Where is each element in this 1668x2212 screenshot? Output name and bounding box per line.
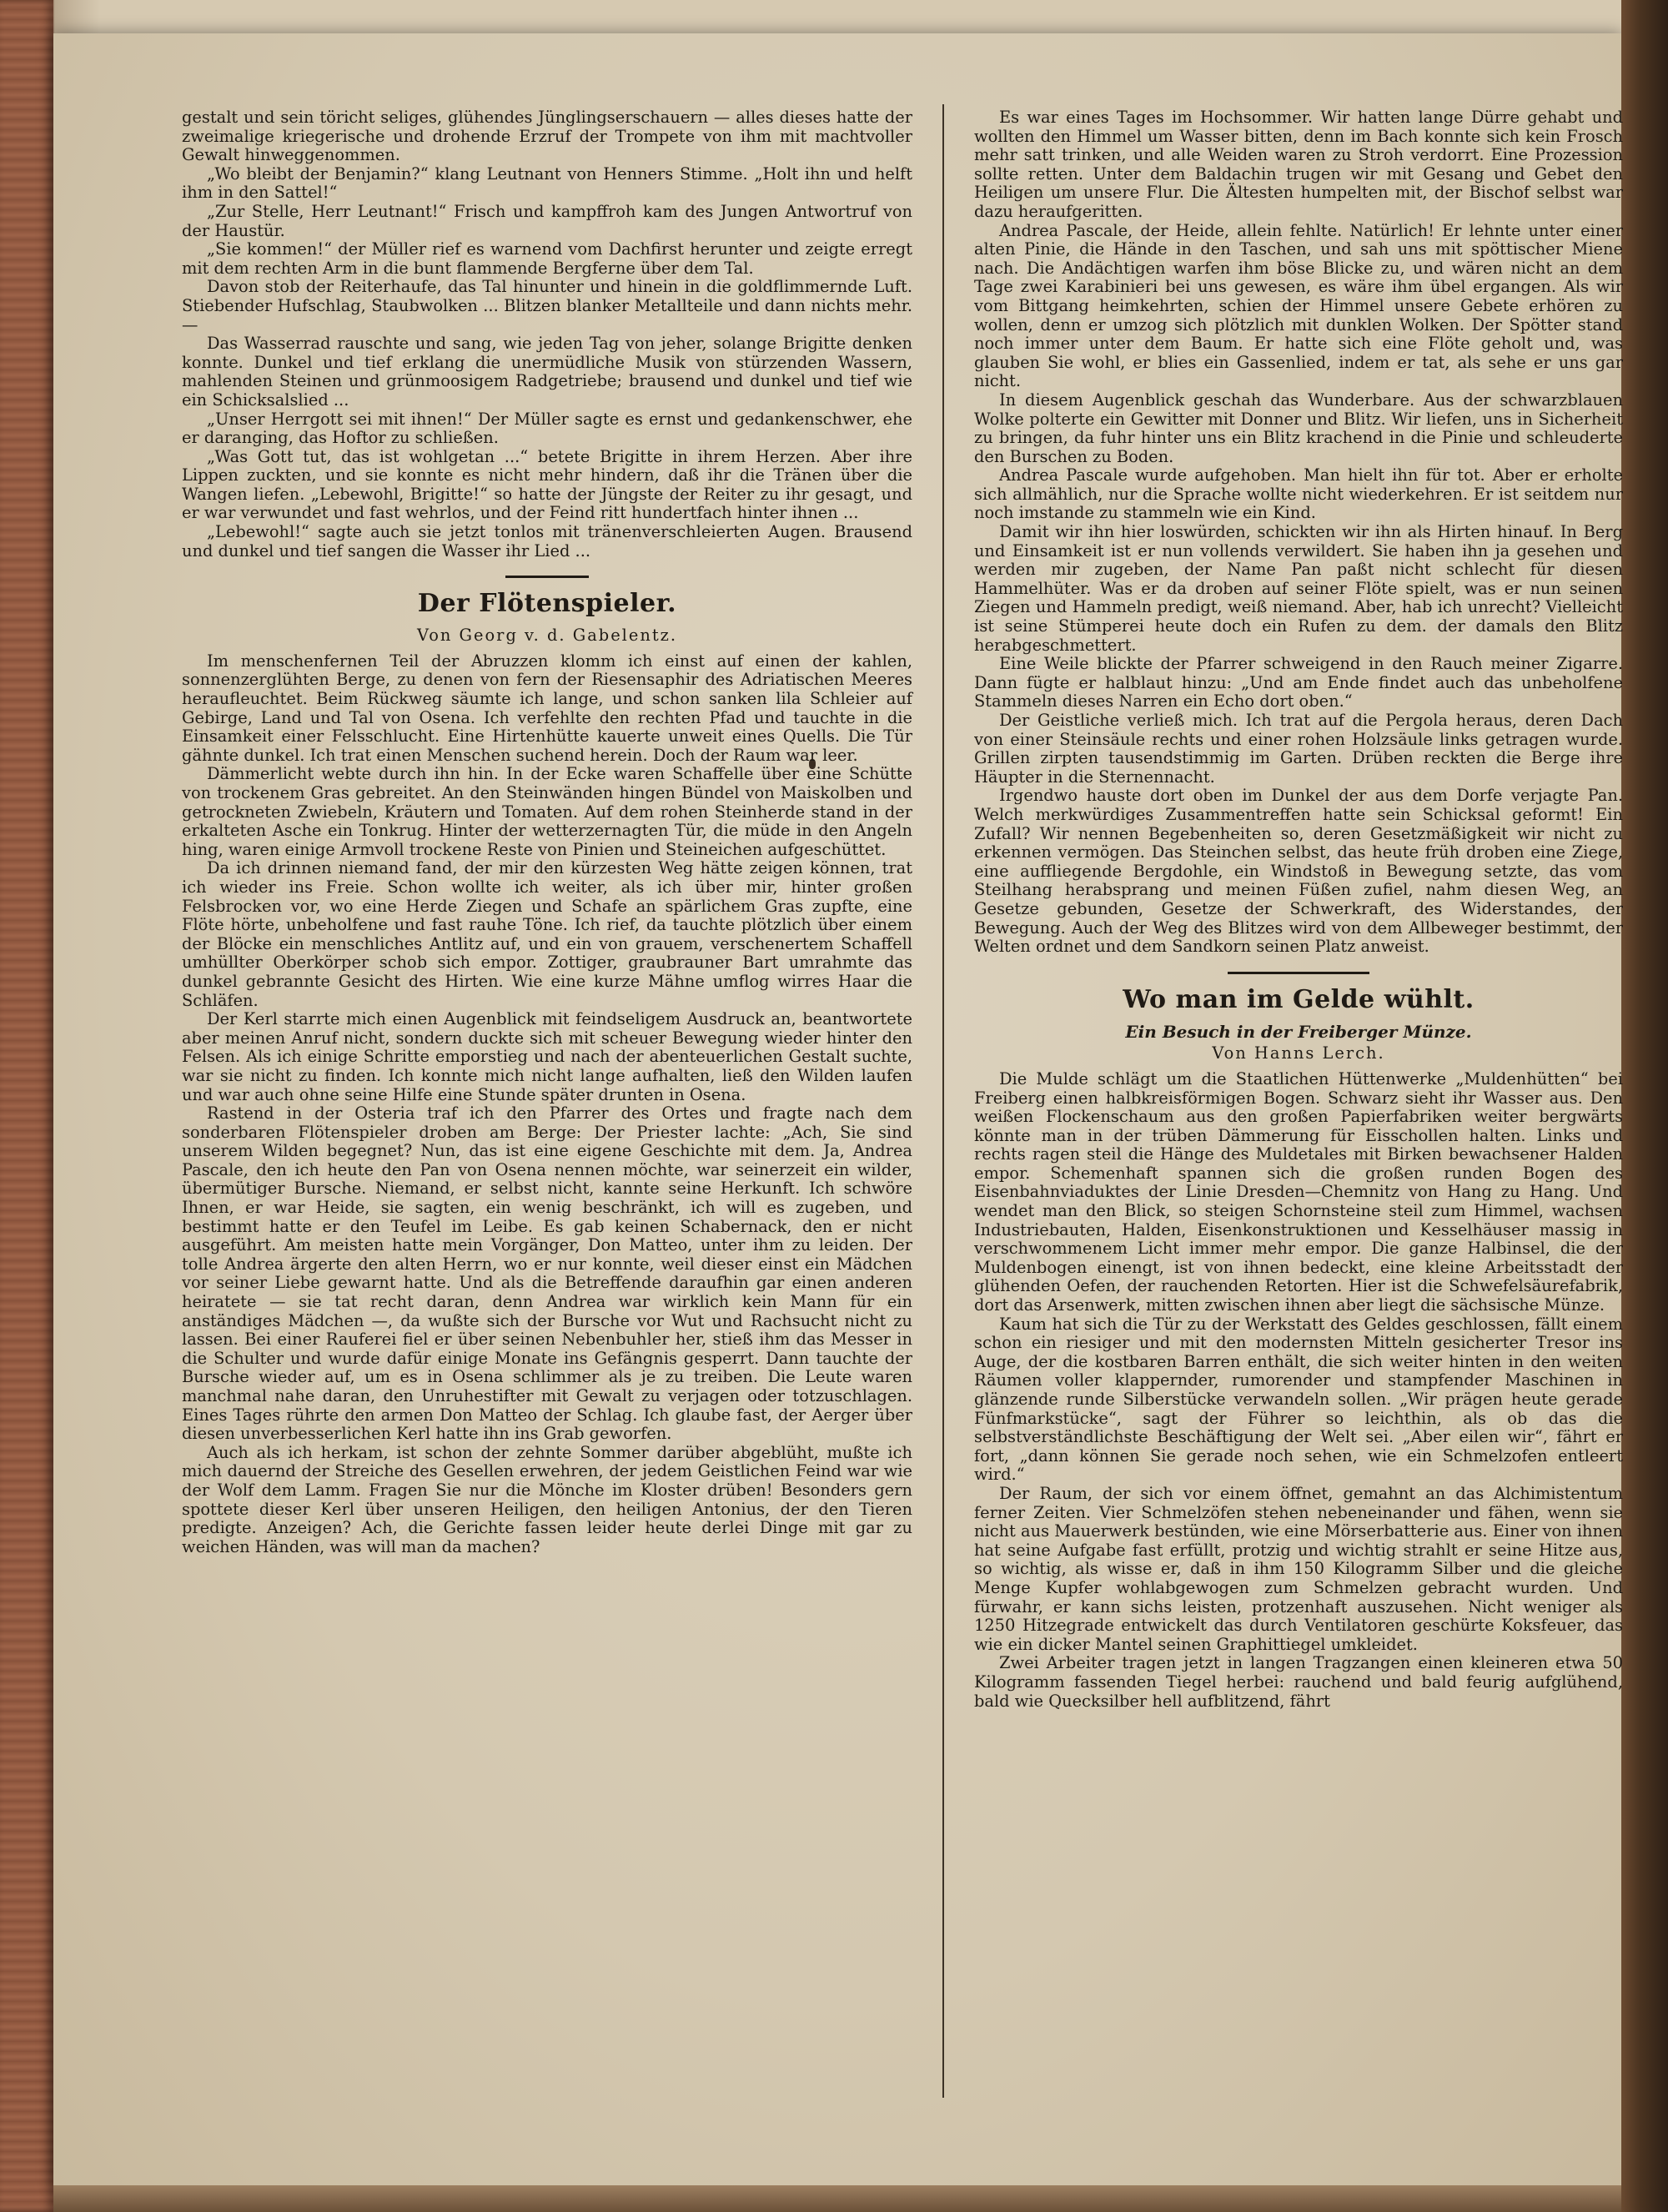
article-byline: Von Georg v. d. Gabelentz. xyxy=(416,626,678,646)
article-subtitle: Ein Besuch in der Freiberger Münze. xyxy=(1125,1021,1472,1042)
paragraph: „Zur Stelle, Herr Leutnant!“ Frisch und kampffroh kam des Jungen Antwortruf von der Haustür. xyxy=(182,201,912,240)
paragraph: Damit wir ihn hier loswürden, schickten wir ihn als Hirten hinauf. In Berg und Einsamkeit ist er nun vollends verwildert. Sie haben ihn ja gesehen und werden mir zugeben, der Name Pan paßt nicht schlecht für diesen Hammelhüter. Was er da droben auf seiner Flöte spielt, was er nun seinen Ziegen und Hammeln predigt, weiß niemand. Aber, hab ich unrecht? Vielleicht ist seine Stümperei heute doch ein Rufen zu dem. der damals den Blitz herabgeschmettert. xyxy=(974,522,1623,655)
paragraph: „Wo bleibt der Benjamin?“ klang Leutnant von Henners Stimme. „Holt ihn und helft ihm in den Sattel!“ xyxy=(182,163,912,203)
paragraph: Der Geistliche verließ mich. Ich trat auf die Pergola heraus, deren Dach von einer Steinsäule rechts und einer rohen Holzsäule links getragen wurde. Grillen zirpten tausendstimmig im Garten. Drüben reckten die Berge ihre Häupter in die Sternennacht. xyxy=(974,711,1623,787)
page-bottom-edge xyxy=(53,2185,1621,2212)
article-body xyxy=(974,1070,1623,1711)
paragraph: Der Kerl starrte mich einen Augenblick mit feindseligem Ausdruck an, beantwortete aber meinen Anruf nicht, sondern duckte sich mit scheuer Bewegung wieder hinter den Felsen. Als ich einige Schritte emporstieg und nach der abenteuerlichen Gestalt suchte, war sie nicht zu finden. Ich konnte mich nicht lange aufhalten, ließ den Wilden laufen und war auch ohne seine Hilfe eine Stunde später drunten in Osena. xyxy=(182,1009,912,1104)
paragraph: „Unser Herrgott sei mit ihnen!“ Der Müller sagte es ernst und gedankenschwer, ehe er daranging, das Hoftor zu schließen. xyxy=(182,409,912,448)
paragraph: Kaum hat sich die Tür zu der Werkstatt des Geldes geschlossen, fällt einem schon ein riesiger und mit den modernsten Mitteln gesicherter Tresor ins Auge, der die kostbaren Barren enthält, die sich weiter hinten in den weiten Räumen voller klappernder, rumorender und stampfender Maschinen in glänzende runde Silberstücke verwandeln sollen. „Wir prägen heute gerade Fünfmarkstücke“, sagt der Führer so leichthin, als ob das die selbstverständlichste Beschäftigung der Welt sei. „Aber eilen wir“, fährt er fort, „dann können Sie gerade noch sehen, wie ein Schmelzofen entleert wird.“ xyxy=(974,1314,1623,1485)
paragraph: Das Wasserrad rauschte und sang, wie jeden Tag von jeher, solange Brigitte denken konnte. Dunkel und tief erklang die unermüdliche Musik von stürzenden Wassern, mahlenden Steinen und grünmoosigem Radgetriebe; brausend und dunkel und tief wie ein Schicksalslied ... xyxy=(182,334,912,410)
paragraph: Der Raum, der sich vor einem öffnet, gemahnt an das Alchimistentum ferner Zeiten. Vier Schmelzöfen stehen nebeneinander und fähen, wenn sie nicht aus Mauerwerk bestünden, wie eine Mörserbatterie aus. Einer von ihnen hat seine Aufgabe fast erfüllt, protzig und wichtig strahlt er seine Hitze aus, so wichtig, als wisse er, daß in ihm 150 Kilogramm Silber und die gleiche Menge Kupfer wohlabgewogen zum Schmelzen gebracht wurden. Und fürwahr, er kann sichs leisten, protzenhaft auszusehen. Nicht weniger als 1250 Hitzegrade entwickelt das durch Ventilatoren geschürte Koksfeuer, das wie ein dicker Mantel seinen Graphittiegel umkleidet. xyxy=(974,1483,1623,1654)
page-edge-shadow xyxy=(1621,0,1668,2212)
paragraph: Davon stob der Reiterhaufe, das Tal hinunter und hinein in die goldflimmernde Luft. Stiebender Hufschlag, Staubwolken ... Blitzen blanker Metallteile und dann nichts mehr. — xyxy=(182,277,912,334)
section-divider xyxy=(1228,972,1369,974)
paragraph: Zwei Arbeiter tragen jetzt in langen Tragzangen einen kleineren etwa 50 Kilogramm fassenden Tiegel herbei: rauchend und bald feurig aufglühend, bald wie Quecksilber hell aufblitzend, fährt xyxy=(974,1653,1623,1711)
paragraph: „Lebewohl!“ sagte auch sie jetzt tonlos mit tränenverschleierten Augen. Brausend und dunkel und tief sangen die Wasser ihr Lied ... xyxy=(182,522,912,561)
article-title: Wo man im Gelde wühlt. xyxy=(1123,984,1475,1014)
article-byline: Von Hanns Lerch. xyxy=(1212,1043,1385,1063)
paragraph: Es war eines Tages im Hochsommer. Wir hatten lange Dürre gehabt und wollten den Himmel um Wasser bitten, denn im Bach konnte sich kein Frosch mehr satt trinken, und alle Weiden waren zu Stroh verdorrt. Eine Prozession sollte retten. Unter dem Baldachin trugen wir mit Gesang und Gebet den Heiligen um unsere Flur. Die Ältesten humpelten mit, der Bischof selbst war dazu heraufgeritten. xyxy=(974,108,1623,221)
paragraph: Andrea Pascale wurde aufgehoben. Man hielt ihn für tot. Aber er erholte sich allmählich, nur die Sprache wollte nicht wiederkehren. Er ist seitdem nur noch imstande zu stammeln wie ein Kind. xyxy=(974,465,1623,523)
column-separator xyxy=(942,104,944,2098)
paragraph: Irgendwo hauste dort oben im Dunkel der aus dem Dorfe verjagte Pan. Welch merkwürdiges Zusammentreffen hatte sein Schicksal geformt! Ein Zufall? Wir nennen Begebenheiten so, deren Gesetzmäßigkeit wir nicht zu erkennen vermögen. Das Steinchen selbst, das heute früh droben eine Ziege, eine auffliegende Bergdohle, ein Windstoß in Bewegung setzte, das vom Steilhang herabsprang und meinen Füßen zufiel, nahm diesen Weg, an Gesetze gebunden, Gesetze der Schwerkraft, des Widerstandes, der Bewegung. Auch der Weg des Blitzes wird von dem Allbeweger bestimmt, der Welten ordnet und dem Sandkorn seinen Platz anweist. xyxy=(974,786,1623,957)
article-body xyxy=(182,652,912,1557)
paragraph: gestalt und sein töricht seliges, glühendes Jünglingserschauern — alles dieses hatte der zweimalige kriegerische und drohende Erzruf der Trompete von ihm mit machtvoller Gewalt hinweggenommen. xyxy=(182,108,912,165)
book-binding xyxy=(0,0,53,2212)
left-column xyxy=(182,108,912,1556)
paragraph: Eine Weile blickte der Pfarrer schweigend in den Rauch meiner Zigarre. Dann fügte er halblaut hinzu: „Und am Ende findet auch das unbeholfene Stammeln dieses Narren ein Echo dort oben.“ xyxy=(974,654,1623,711)
section-divider xyxy=(505,576,589,578)
article-title: Der Flötenspieler. xyxy=(417,589,677,619)
story-continued xyxy=(974,108,1623,957)
paragraph: Die Mulde schlägt um die Staatlichen Hüttenwerke „Muldenhütten“ bei Freiberg einen halbkreisförmigen Bogen. Schwarz sieht ihr Wasser aus. Den weißen Flockenschaum aus den großen Papierfabriken weiter bergwärts könnte man in der trüben Dämmerung für Eisschollen halten. Links und rechts ragen steil die Hänge des Muldetales mit Birken bewachsener Halden empor. Schemenhaft spannen sich die großen runden Bogen des Eisenbahnviaduktes der Linie Dresden—Chemnitz von Hang zu Hang. Und wendet man den Blick, so steigen Schornsteine steil zum Himmel, wachsen Industriebauten, Halden, Eisenkonstruktionen und Kesselhäuser massig in verschwommenem Licht immer mehr empor. Die ganze Halbinsel, die der Muldenbogen einengt, ist von ihnen bedeckt, eine kleine Arbeitsstadt der glühenden Oefen, der rauchenden Retorten. Hier ist die Schwefelsäurefabrik, dort das Arsenwerk, mitten zwischen ihnen aber liegt die sächsische Münze. xyxy=(974,1068,1623,1315)
paragraph: „Was Gott tut, das ist wohlgetan ...“ betete Brigitte in ihrem Herzen. Aber ihre Lippen zuckten, und sie konnte es nicht mehr hindern, daß ihr die Tränen über die Wangen liefen. „Lebewohl, Brigitte!“ so hatte der Jüngste der Reiter zu ihr gesagt, und er war verwundet und fast wehrlos, und der Feind ritt hundertfach hinter ihnen ... xyxy=(182,446,912,523)
story-ending xyxy=(182,108,912,561)
paragraph: Da ich drinnen niemand fand, der mir den kürzesten Weg hätte zeigen können, trat ich wieder ins Freie. Schon wollte ich weiter, als ich über mir, hinter großen Felsbrocken vor, wo eine Herde Ziegen und Schafe an spärlichem Gras zupfte, eine Flöte hörte, unbeholfene und fast rauhe Töne. Ich rief, da tauchte plötzlich über einem der Blöcke ein menschliches Antlitz auf, und ein von grauem, verschenertem Schaffell umhüllter Oberkörper schob sich empor. Zottiger, graubrauner Bart umrahmte das dunkel gebrannte Gesicht des Hirten. Wie eine kurze Mähne umflog wirres Haar die Schläfen. xyxy=(182,858,912,1010)
paragraph: Andrea Pascale, der Heide, allein fehlte. Natürlich! Er lehnte unter einer alten Pinie, die Hände in den Taschen, und sah uns mit spöttischer Miene nach. Die Andächtigen warfen ihm böse Blicke zu, und wären nicht an dem Tage zwei Karabinieri bei uns gewesen, es wäre ihm übel ergangen. Als wir vom Bittgang heimkehrten, schien der Himmel unsere Gebete erhören zu wollen, denn er umzog sich plötzlich mit dunklen Wolken. Der Spötter stand noch immer unter dem Baum. Er hatte sich eine Flöte geholt und, was glauben Sie wohl, er blies ein Gassenlied, indem er tat, als sehe er uns gar nicht. xyxy=(974,220,1623,391)
paragraph: Im menschenfernen Teil der Abruzzen klomm ich einst auf einen der kahlen, sonnenzerglühten Berge, zu denen von fern der Riesensaphir des Adriatischen Meeres heraufleuchtet. Beim Rückweg säumte ich lange, und schon sanken lila Schleier auf Gebirge, Land und Tal von Osena. Ich verfehlte den rechten Pfad und tauchte in die Einsamkeit einer Felsschlucht. Eine Hirtenhütte kauerte unweit eines Quells. Die Tür gähnte dunkel. Ich trat einen Menschen suchend herein. Doch der Raum war leer. xyxy=(182,651,912,765)
paragraph: Dämmerlicht webte durch ihn hin. In der Ecke waren Schaffelle über eine Schütte von trockenem Gras gebreitet. An den Steinwänden hingen Bündel von Maiskolben und getrockneten Zwiebeln, Kräutern und Tomaten. Auf dem rohen Steinherde stand in der erkalteten Asche ein Tonkrug. Hinter der wetterzernagten Tür, die müde in den Angeln hing, waren einige Armvoll trockene Reste von Pinien und Steineichen aufgeschüttet. xyxy=(182,764,912,859)
right-column xyxy=(974,108,1623,1711)
paragraph: „Sie kommen!“ der Müller rief es warnend vom Dachfirst herunter und zeigte erregt mit dem rechten Arm in die bunt flammende Bergferne über dem Tal. xyxy=(182,239,912,278)
paragraph: Rastend in der Osteria traf ich den Pfarrer des Ortes und fragte nach dem sonderbaren Flötenspieler droben am Berge: Der Priester lachte: „Ach, Sie sind unserem Wilden begegnet? Nun, das ist eine eigene Geschichte mit dem. Ja, Andrea Pascale, den ich heute den Pan von Osena nennen möchte, war seinerzeit ein wilder, übermütiger Bursche. Niemand, er selbst nicht, kannte seine Herkunft. Ich schwöre Ihnen, er war Heide, sie sagten, ein wenig beschränkt, ich will es zugeben, und bestimmt hatte er den Teufel im Leibe. Es gab keinen Schabernack, den er nicht ausgeführt. Am meisten hatte mein Vorgänger, Don Matteo, unter ihm zu leiden. Der tolle Andrea ärgerte den alten Herrn, wo er nur konnte, weil dieser einst ein Mädchen vor seiner Liebe gewarnt hatte. Und als die Betreffende daraufhin gar einen anderen heiratete — sie tat recht daran, denn Andrea war wirklich kein Mann für ein anständiges Mädchen —, da wußte sich der Bursche vor Wut und Rachsucht nicht zu lassen. Bei einer Rauferei fiel er über seinen Nebenbuhler her, stieß ihm das Messer in die Schulter und wurde dafür einige Monate ins Gefängnis gesperrt. Dann tauchte der Bursche wieder auf, um es in Osena schlimmer als je zu treiben. Die Leute waren manchmal nahe daran, den Unruhestifter mit Gewalt zu verjagen oder totzuschlagen. Eines Tages rührte den armen Don Matteo der Schlag. Ich glaube fast, der Aerger über diesen unverbesserlichen Kerl hatte ihn ins Grab geworfen. xyxy=(182,1103,912,1444)
paragraph: In diesem Augenblick geschah das Wunderbare. Aus der schwarzblauen Wolke polterte ein Gewitter mit Donner und Blitz. Wir liefen, uns in Sicherheit zu bringen, da fuhr hinter uns ein Blitz krachend in die Pinie und schleuderte den Burschen zu Boden. xyxy=(974,390,1623,466)
paragraph: Auch als ich herkam, ist schon der zehnte Sommer darüber abgeblüht, mußte ich mich dauernd der Streiche des Gesellen erwehren, der jedem Geistlichen Feind war wie der Wolf dem Lamm. Fragen Sie nur die Mönche im Kloster drüben! Besonders gern spottete dieser Kerl über unseren Heiligen, den heiligen Antonius, der den Tieren predigte. Anzeigen? Ach, die Gerichte fassen leider heute derlei Dinge mit gar zu weichen Händen, was will man da machen? xyxy=(182,1442,912,1556)
